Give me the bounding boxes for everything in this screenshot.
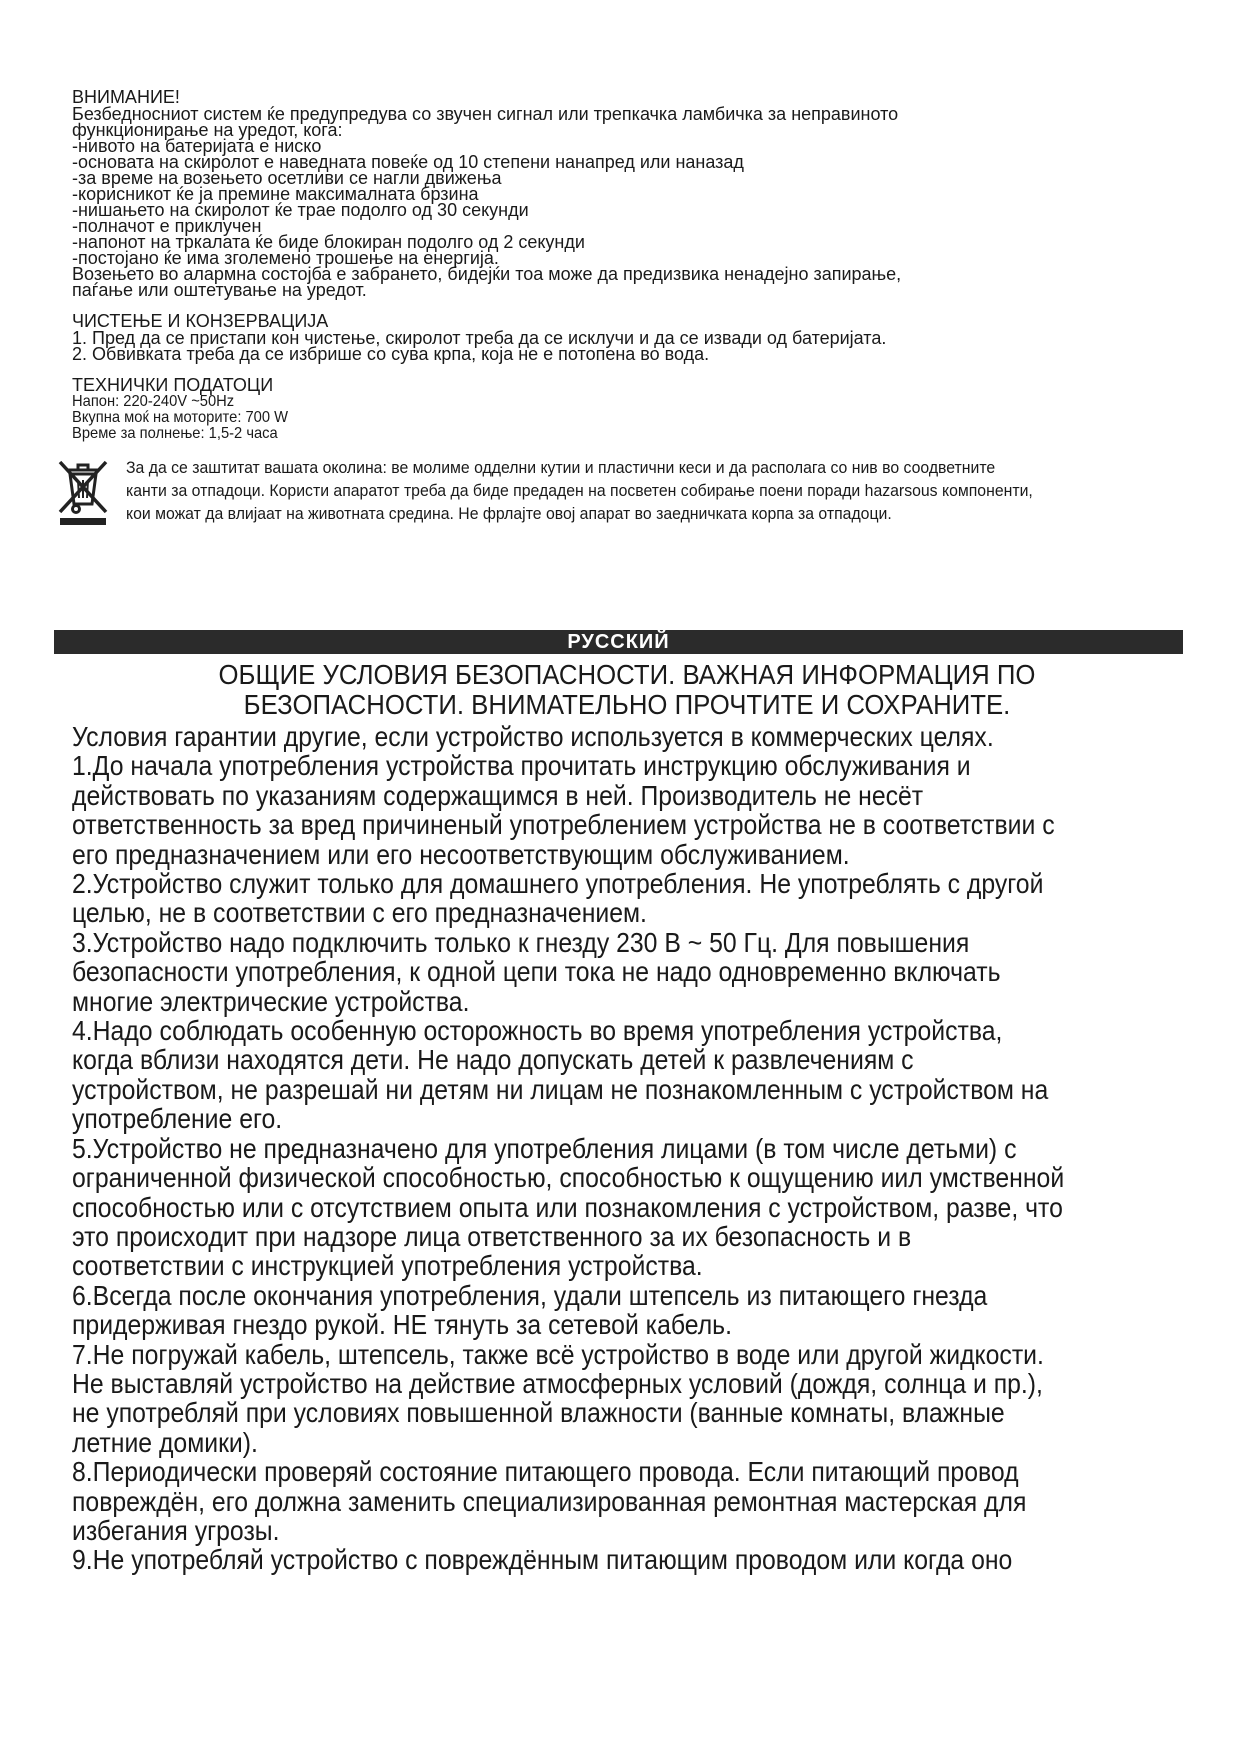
macedonian-section xyxy=(72,88,1182,526)
warning-line: -за време на возењето осетливи се нагли движења xyxy=(72,168,502,188)
technical-block xyxy=(72,376,1182,442)
russian-line: это происходит при надзоре лица ответственного за их безопасность и в xyxy=(72,1220,912,1252)
cleaning-title: ЧИСТЕЊЕ И КОНЗЕРВАЦИЈА xyxy=(72,311,329,331)
russian-line: 7.Не погружай кабель, штепсель, также всё устройство в воде или другой жидкости. xyxy=(72,1338,1044,1370)
disposal-block xyxy=(72,454,1182,526)
warning-line: Возењето во алармна состојба е забрането, бидејќи тоа може да предизвика ненадејно запирање, xyxy=(72,264,902,284)
russian-line: способностью или с отсутствием опыта или познакомления с устройством, разве, что xyxy=(72,1191,1063,1223)
cleaning-line: 2. Обвивката треба да се избрише со сува крпа, која не е потопена во вода. xyxy=(72,344,710,364)
cleaning-block xyxy=(72,312,1182,362)
russian-line: 3.Устройство надо подключить только к гнезду 230 В ~ 50 Гц. Для повышения xyxy=(72,926,970,958)
russian-line: соответствии с инструкцией употребления устройства. xyxy=(72,1250,703,1282)
russian-line: 9.Не употребляй устройство с повреждённым питающим проводом или когда оно xyxy=(72,1544,1013,1576)
russian-line: 1.До начала употребления устройства прочитать инструкцию обслуживания и xyxy=(72,750,971,782)
weee-crossed-bin-icon xyxy=(52,454,114,526)
russian-line: летние домики). xyxy=(72,1426,258,1458)
warning-line: -корисникот ќе ја премине максималната брзина xyxy=(72,184,479,204)
russian-line: 4.Надо соблюдать особенную осторожность во время употребления устройства, xyxy=(72,1015,1003,1047)
russian-line: Условия гарантии другие, если устройство используется в коммерческих целях. xyxy=(72,721,994,752)
warning-line: -основата на скиролот е наведната повеќе од 10 степени нанапред или наназад xyxy=(72,152,744,172)
warning-title: ВНИМАНИЕ! xyxy=(72,87,180,107)
disposal-text xyxy=(126,456,1121,525)
warning-line: паѓање или оштетување на уредот. xyxy=(72,280,367,300)
warning-line: Безбедносниот систем ќе предупредува со звучен сигнал или трепкачка ламбичка за неправиното xyxy=(72,104,899,124)
russian-section xyxy=(72,660,1182,1575)
russian-heading-line: ОБЩИЕ УСЛОВИЯ БЕЗОПАСНОСТИ. ВАЖНАЯ ИНФОРМАЦИЯ ПО xyxy=(218,659,1036,690)
warning-block xyxy=(72,88,1182,298)
russian-line: придерживая гнездо рукой. НЕ тянуть за сетевой кабель. xyxy=(72,1309,732,1341)
warning-line: -нишањето на скиролот ќе трае подолго од 30 секунди xyxy=(72,200,529,220)
warning-line: -напонот на тркалата ќе биде блокиран подолго од 2 секунди xyxy=(72,232,585,252)
russian-line: избегания угрозы. xyxy=(72,1514,280,1546)
disposal-line: канти за отпадоци. Користи апаратот треба да биде предаден на посветен собирање поени поради hazarsous компоненти, xyxy=(126,481,1033,500)
technical-title: ТЕХНИЧКИ ПОДАТОЦИ xyxy=(72,375,274,395)
warning-line: -нивото на батеријата е ниско xyxy=(72,136,322,156)
russian-line: его предназначением или его несоответствующим обслуживанием. xyxy=(72,838,850,870)
technical-line: Вкупна моќ на моторите: 700 W xyxy=(72,409,289,426)
technical-lines xyxy=(72,394,1182,442)
warning-line: -полначот е приклучен xyxy=(72,216,262,236)
russian-line: 5.Устройство не предназначено для употребления лицами (в том числе детьми) с xyxy=(72,1132,1017,1164)
warning-lines xyxy=(72,106,1182,298)
disposal-line: кои можат да влијаат на животната средина. Не фрлајте овој апарат во заедничката корпа за отпадоци. xyxy=(126,504,892,523)
warning-line: -постојано ќе има зголемено трошење на енергија. xyxy=(72,248,499,268)
technical-line: Време за полнење: 1,5-2 часа xyxy=(72,425,278,442)
russian-line: многие электрические устройства. xyxy=(72,985,470,1017)
warning-line: функционирање на уредот, кога: xyxy=(72,120,343,140)
disposal-line: За да се заштитат вашата околина: ве молиме одделни кутии и пластични кеси и да располага со нив во соодветните xyxy=(126,458,996,477)
russian-line: не употребляй при условиях повышенной влажности (ванные комнаты, влажные xyxy=(72,1397,1005,1429)
technical-line: Напон: 220-240V ~50Hz xyxy=(72,393,235,410)
russian-line: повреждён, его должна заменить специализированная ремонтная мастерская для xyxy=(72,1485,1027,1517)
russian-line: ответственность за вред причиненый употреблением устройства не в соответствии с xyxy=(72,809,1055,841)
cleaning-line: 1. Пред да се пристапи кон чистење, скиролот треба да се исклучи и да се извади од батеријата. xyxy=(72,328,887,348)
russian-line: когда вблизи находятся дети. Не надо допускать детей к развлечениям с xyxy=(72,1044,914,1076)
russian-heading-line: БЕЗОПАСНОСТИ. ВНИМАТЕЛЬНО ПРОЧТИТЕ И СОХРАНИТЕ. xyxy=(243,689,1011,720)
russian-line: действовать по указаниям содержащимся в ней. Производитель не несёт xyxy=(72,779,924,811)
russian-line: 8.Периодически проверяй состояние питающего провода. Если питающий провод xyxy=(72,1456,1019,1488)
russian-line: Не выставляй устройство на действие атмосферных условий (дождя, солнца и пр.), xyxy=(72,1367,1043,1399)
russian-line: 6.Всегда после окончания употребления, удали штепсель из питающего гнезда xyxy=(72,1279,988,1311)
russian-line: устройством, не разрешай ни детям ни лицам не познакомленным с устройством на xyxy=(72,1073,1049,1105)
russian-line: безопасности употребления, к одной цепи тока не надо одновременно включать xyxy=(72,956,1001,988)
russian-line: целью, не в соответствии с его предназначением. xyxy=(72,897,647,929)
russian-line: 2.Устройство служит только для домашнего употребления. Не употреблять с другой xyxy=(72,868,1044,900)
russian-body xyxy=(72,722,1178,1575)
russian-line: ограниченной физической способностью, способностью к ощущению иил умственной xyxy=(72,1162,1065,1194)
cleaning-lines xyxy=(72,330,1182,362)
language-bar: РУССКИЙ xyxy=(54,630,1183,654)
russian-heading xyxy=(116,660,1137,720)
russian-line: употребление его. xyxy=(72,1103,283,1135)
